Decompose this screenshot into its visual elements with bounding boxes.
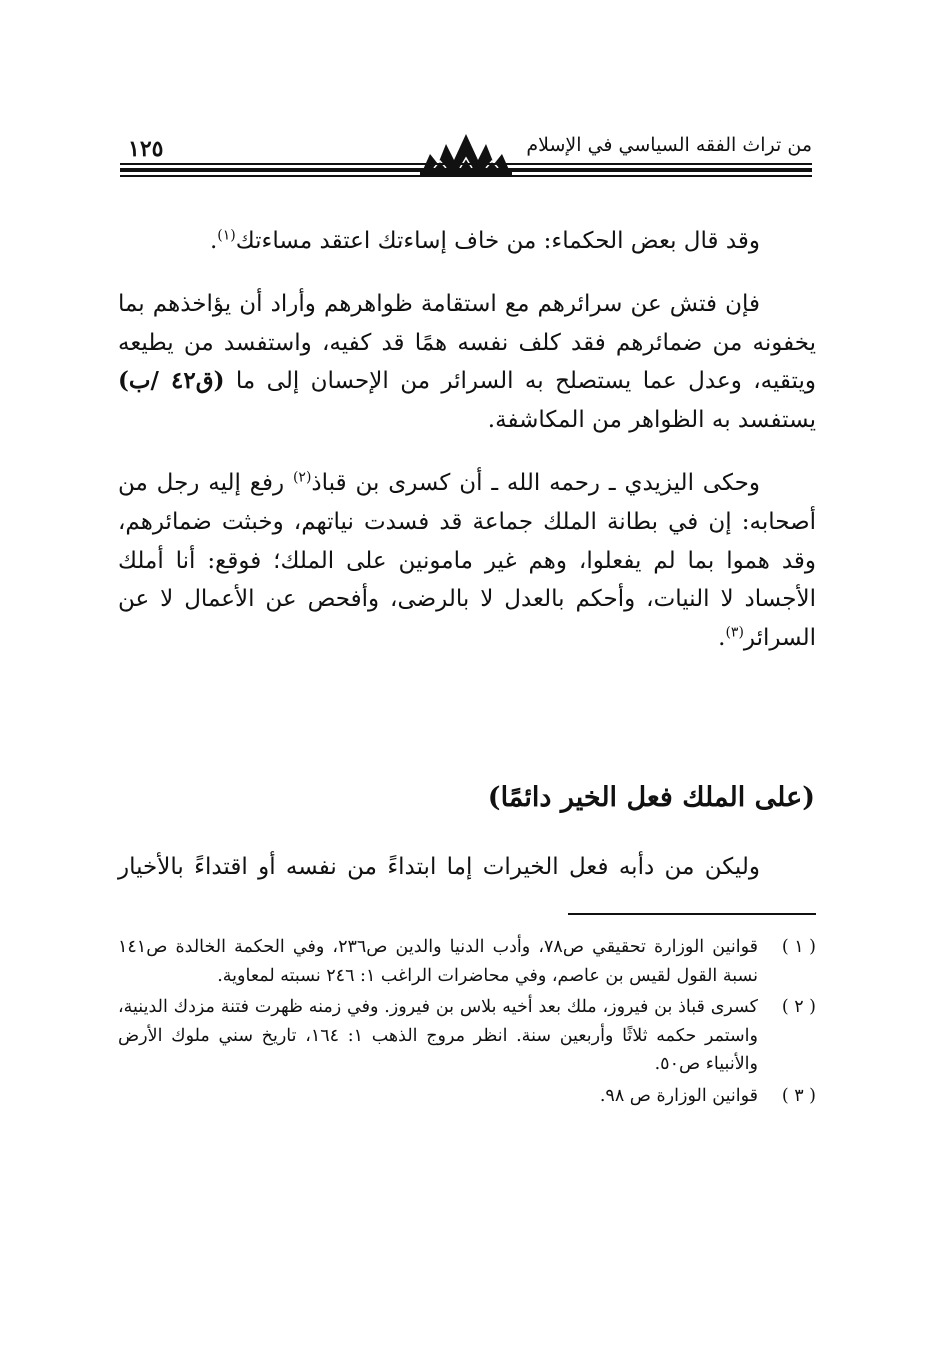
- footnote-text: قوانين الوزارة تحقيقي ص٧٨، وأدب الدنيا والدين ص٢٣٦، وفي الحكمة الخالدة ص١٤١ نسبة القول لقيس بن عاصم، وفي محاضرات الراغب ١: ٢٤٦ نسبته لمعاوية.: [118, 937, 759, 986]
- paragraph-2: [118, 285, 816, 440]
- footnote-number: ( ٢ ): [781, 997, 816, 1017]
- paragraph-3-end: .: [718, 625, 726, 652]
- footnote-1: [118, 933, 816, 990]
- footnote-2: [118, 993, 816, 1079]
- footnote-number: ( ٣ ): [781, 1085, 816, 1106]
- header-rule-thick: [120, 168, 812, 172]
- paragraph-1-text: وقد قال بعض الحكماء: من خاف إساءتك اعتقد مساءتك: [235, 228, 760, 254]
- manuscript-folio-marker: (ق٤٢ /ب): [118, 367, 225, 395]
- section-heading: (على الملك فعل الخير دائمًا): [487, 782, 815, 813]
- footnote-ref-3: (٣): [725, 624, 744, 641]
- footnote-number: ( ١ ): [781, 937, 816, 957]
- footnote-text: قوانين الوزارة ص ٩٨.: [599, 1085, 758, 1106]
- footnotes: [118, 933, 816, 1113]
- page-number: ١٢٥: [128, 136, 164, 162]
- page-header: [120, 128, 812, 184]
- footnote-3: [118, 1082, 816, 1111]
- footnote-text: كسرى قباذ بن فيروز، ملك بعد أخيه بلاس بن فيروز. وفي زمنه ظهرت فتنة مزدك الدينية، واستمر حكمه ثلاثًا وأربعين سنة. انظر مروج الذهب ١: ١٦٤، تاريخ سني ملوك الأرض والأنبياء ص٥٠.: [118, 997, 758, 1074]
- paragraph-1-end: .: [209, 228, 218, 254]
- footnote-ref-1: (١): [217, 227, 236, 244]
- header-rule-bottom: [120, 175, 812, 177]
- main-text: [118, 222, 816, 682]
- footnote-ref-2: (٢): [292, 469, 312, 486]
- paragraph-4-text: وليكن من دأبه فعل الخيرات إما ابتداءً من نفسه أو اقتداءً بالأخيار: [118, 854, 760, 880]
- paragraph-3-text: رفع إليه رجل من أصحابه: إن في بطانة الملك جماعة قد فسدت نياتهم، وخبثت ضمائرهم، وقد هموا بما لم يفعلوا، وهم غير مامونين على الملك؛ فوقع: أنا أملك الأجساد لا النيات، وأحكم بالعدل لا بالرضى، وأفحص عن الأعمال لا عن السرائر: [118, 469, 816, 652]
- paragraph-4: [118, 848, 816, 886]
- paragraph-3-start: وحكى اليزيدي ـ رحمه الله ـ أن كسرى بن قباذ: [311, 469, 760, 496]
- footnote-separator: [568, 913, 816, 915]
- paragraph-1: [118, 222, 816, 261]
- paragraph-2-end: يستفسد به الظواهر من المكاشفة.: [487, 407, 816, 434]
- paragraph-2-text: فإن فتش عن سرائرهم مع استقامة ظواهرهم وأراد أن يؤاخذهم بما يخفونه من ضمائرهم فقد كلف نفسه همًا قد كفيه، واستفسد من يطيعه ويتقيه، وعدل عما يستصلح به السرائر من الإحسان إلى ما: [118, 290, 816, 395]
- paragraph-3: [118, 464, 816, 658]
- running-title: من تراث الفقه السياسي في الإسلام: [526, 134, 812, 156]
- header-rule: [120, 163, 812, 165]
